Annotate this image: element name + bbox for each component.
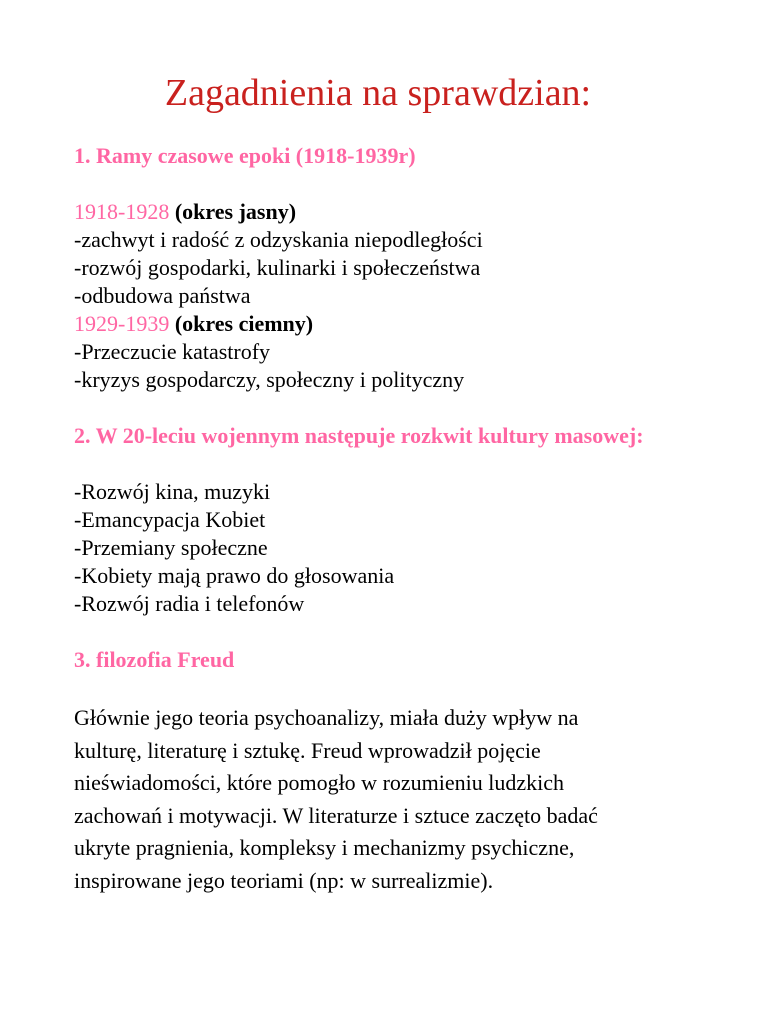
period-2-item: -kryzys gospodarczy, społeczny i polityczny [74,367,465,392]
section-3-paragraph-line: kulturę, literaturę i sztukę. Freud wprowadził pojęcie [74,737,541,763]
period-1-header [74,198,704,226]
period-1-item: -odbudowa państwa [74,283,251,308]
page-title: Zagadnienia na sprawdzian: [164,72,592,114]
spacer [74,618,704,646]
section-1-heading: 1. Ramy czasowe epoki (1918-1939r) [74,143,416,168]
period-1-years: 1918-1928 [74,199,170,224]
period-1-item: -rozwój gospodarki, kulinarki i społeczeństwa [74,255,481,280]
document-content [74,142,704,897]
section-3-paragraph-line: nieświadomości, które pomogło w rozumieniu ludzkich [74,770,565,795]
section-3-heading: 3. filozofia Freud [74,647,235,672]
section-3-paragraph-line: zachowań i motywacji. W literaturze i sztuce zaczęto badać [74,802,598,828]
section-3-paragraph-line: Głównie jego teoria psychoanalizy, miała duży wpływ na [74,705,579,730]
period-2-header [74,310,704,338]
period-2-item: -Przeczucie katastrofy [74,339,271,364]
period-1-item: -zachwyt i radość z odzyskania niepodległości [74,227,483,252]
section-3-paragraph-line: ukryte pragnienia, kompleksy i mechanizmy psychiczne, [74,835,575,860]
section-2-item: -Rozwój kina, muzyki [74,479,271,504]
section-2-item: -Emancypacja Kobiet [74,507,266,532]
spacer [74,674,704,702]
period-1-label: (okres jasny) [174,199,297,224]
period-2-label: (okres ciemny) [174,311,314,336]
period-2-years: 1929-1939 [74,311,170,336]
section-2-item: -Rozwój radia i telefonów [74,591,305,616]
spacer [74,394,704,422]
section-2-item: -Przemiany społeczne [74,535,268,560]
spacer [74,450,704,478]
section-3-paragraph-line: inspirowane jego teoriami (np: w surrealizmie). [74,867,494,893]
section-2-item: -Kobiety mają prawo do głosowania [74,563,395,588]
spacer [74,170,704,198]
section-2-heading: 2. W 20-leciu wojennym następuje rozkwit kultury masowej: [74,423,644,448]
